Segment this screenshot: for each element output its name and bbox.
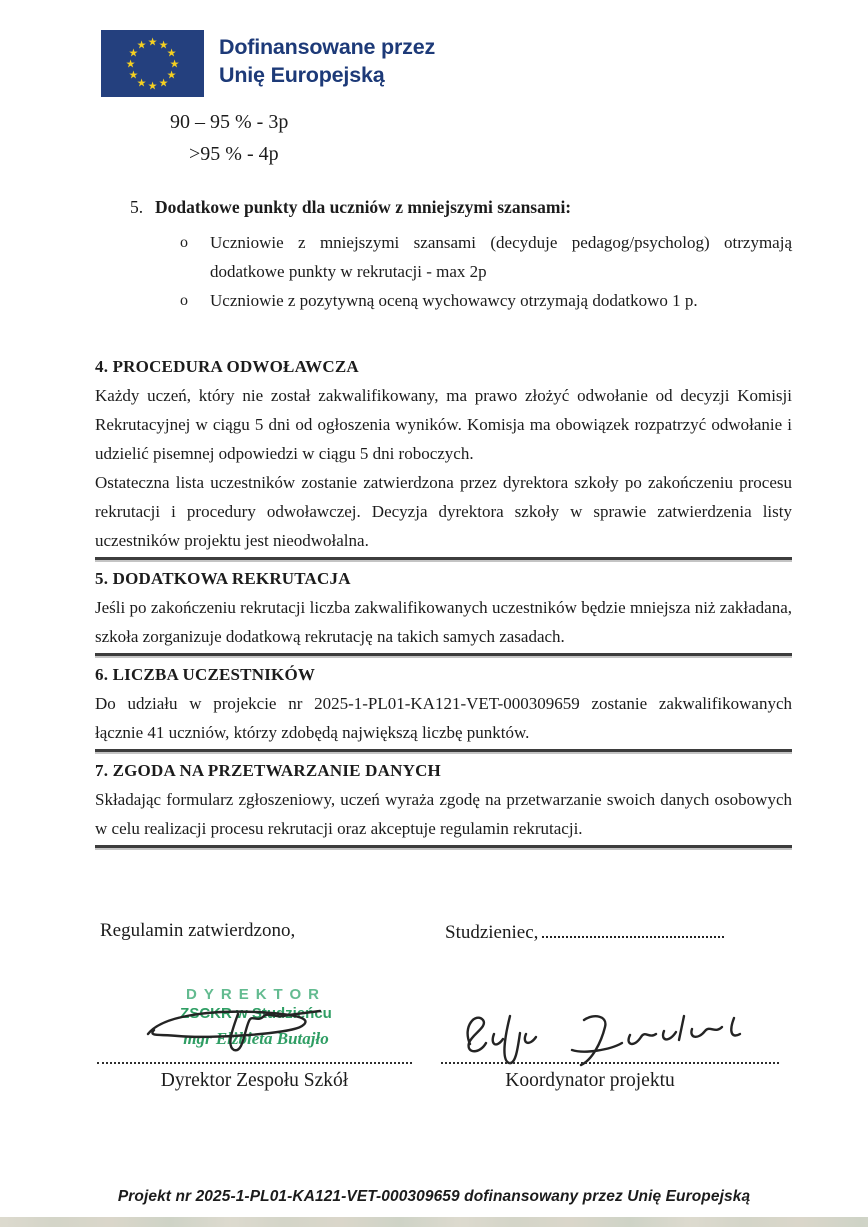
place-label: Studzieniec, <box>445 922 539 943</box>
scoring-lines <box>170 106 288 170</box>
eu-funding-header <box>101 30 435 97</box>
stamp-school-line: ZSCKR w Studzieńcu <box>180 1005 332 1022</box>
section-paragraph: Do udziału w projekcie nr 2025-1-PL01-KA121-VET-000309659 zostanie zakwalifikowanych łącznie 41 uczniów, którzy zdobędą największą liczbę punktów. <box>95 694 792 742</box>
svg-text:★: ★ <box>169 57 180 71</box>
section-paragraph: Jeśli po zakończeniu rekrutacji liczba zakwalifikowanych uczestników będzie mniejsza niż zakładana, szkoła zorganizuje dodatkową rekrutację na takich samych zasadach. <box>95 598 792 646</box>
svg-text:★: ★ <box>128 46 139 60</box>
date-dotted-line <box>542 918 724 938</box>
svg-text:★: ★ <box>147 79 158 93</box>
section-zgoda-na-przetwarzanie <box>95 756 792 848</box>
section-title: 4. PROCEDURA ODWOŁAWCZA <box>95 357 359 376</box>
approval-label: Regulamin zatwierdzono, <box>100 920 296 941</box>
section-title: 5. DODATKOWA REKRUTACJA <box>95 569 351 588</box>
stamp-name-line: mgr Elżbieta Butajło <box>183 1029 329 1048</box>
scan-edge-artifact <box>0 1217 868 1227</box>
section-liczba-uczestnikow <box>95 660 792 752</box>
section-title: 6. LICZBA UCZESTNIKÓW <box>95 665 316 684</box>
bonus-points-list <box>130 228 792 315</box>
section-divider <box>95 653 792 656</box>
coordinator-signature-line <box>441 1062 779 1064</box>
bonus-points-heading <box>130 194 792 220</box>
bullet-circle-icon: o <box>180 234 188 251</box>
stamp-role-line: DYREKTOR <box>186 986 326 1003</box>
list-item-text: Uczniowie z pozytywną oceną wychowawcy otrzymają dodatkowo 1 p. <box>210 291 698 310</box>
svg-text:★: ★ <box>158 76 169 90</box>
section-paragraph: Ostateczna lista uczestników zostanie zatwierdzona przez dyrektora szkoły po zakończeniu procesu rekrutacji i procedury odwoławczej. Decyzja dyrektora szkoły w sprawie zatwierdzenia listy uczestników projektu jest nieodwołalna. <box>95 473 792 550</box>
svg-text:★: ★ <box>147 35 158 49</box>
section-procedura-odwolawcza <box>95 352 792 560</box>
bonus-points-number: 5. <box>130 197 144 217</box>
svg-text:★: ★ <box>136 38 147 52</box>
section-divider <box>95 845 792 848</box>
director-signature-line <box>97 1062 412 1064</box>
main-sections <box>95 352 792 852</box>
eu-flag-icon <box>101 30 204 97</box>
director-role-label: Dyrektor Zespołu Szkół <box>160 1070 349 1091</box>
section-title: 7. ZGODA NA PRZETWARZANIE DANYCH <box>95 761 441 780</box>
section-divider <box>95 749 792 752</box>
scoring-line-95plus: >95 % - 4p <box>189 143 279 165</box>
svg-text:★: ★ <box>158 38 169 52</box>
svg-text:★: ★ <box>166 46 177 60</box>
section-divider <box>95 557 792 560</box>
svg-text:★: ★ <box>125 57 136 71</box>
bonus-points-title: Dodatkowe punkty dla uczniów z mniejszymi szansami: <box>155 197 572 217</box>
section-paragraph: Składając formularz zgłoszeniowy, uczeń wyraża zgodę na przetwarzanie swoich danych osobowych w celu realizacji procesu rekrutacji oraz akceptuje regulamin rekrutacji. <box>95 790 792 838</box>
director-signature <box>138 1004 338 1056</box>
coordinator-role-label: Koordynator projektu <box>505 1070 675 1091</box>
svg-text:★: ★ <box>128 68 139 82</box>
eu-funding-title <box>219 30 435 89</box>
scoring-line-90-95: 90 – 95 % - 3p <box>170 111 289 133</box>
svg-text:★: ★ <box>166 68 177 82</box>
bonus-points-section <box>130 194 792 315</box>
svg-text:★: ★ <box>136 76 147 90</box>
list-item <box>180 228 792 286</box>
bullet-circle-icon: o <box>180 292 188 309</box>
eu-funding-title-line2: Unię Europejską <box>219 63 385 87</box>
list-item-text: Uczniowie z mniejszymi szansami (decyduje pedagog/psycholog) otrzymają dodatkowe punkty w rekrutacji - max 2p <box>210 233 792 281</box>
coordinator-signature <box>452 1008 762 1068</box>
place-date-group <box>445 918 724 946</box>
eu-funding-title-line1: Dofinansowane przez <box>219 35 436 59</box>
list-item <box>180 286 792 315</box>
section-paragraph: Każdy uczeń, który nie został zakwalifikowany, ma prawo złożyć odwołanie od decyzji Komisji Rekrutacyjnej w ciągu 5 dni od ogłoszenia wyników. Komisja ma obowiązek rozpatrzyć odwołanie i udzielić pisemnej odpowiedzi w ciągu 5 dni roboczych. <box>95 386 792 463</box>
project-footer: Projekt nr 2025-1-PL01-KA121-VET-000309659 dofinansowany przez Unię Europejską <box>117 1188 751 1205</box>
section-dodatkowa-rekrutacja <box>95 564 792 656</box>
